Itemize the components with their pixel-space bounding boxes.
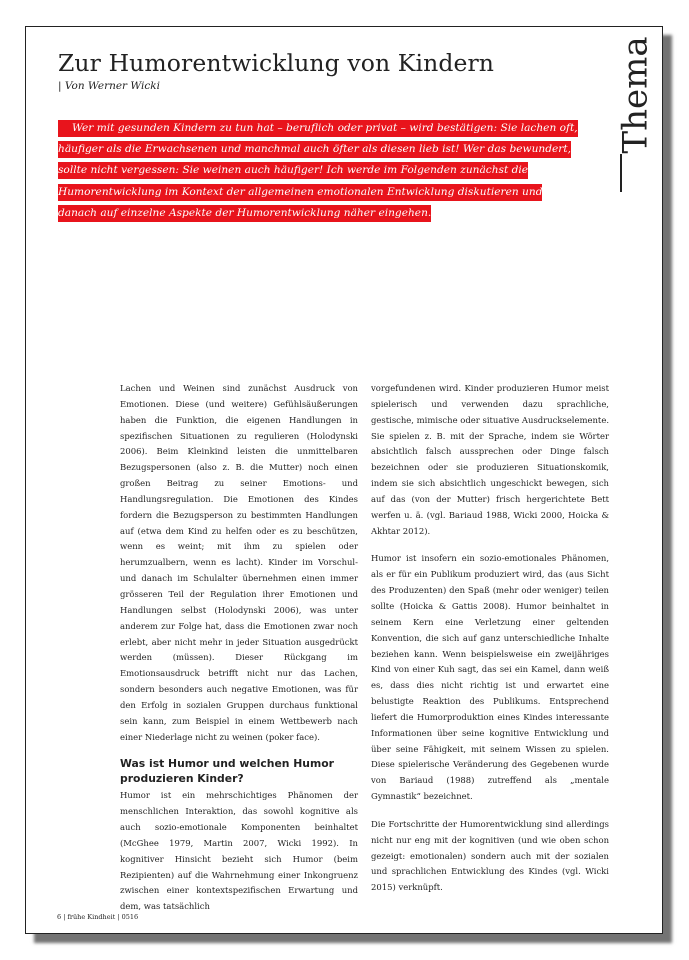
page-footer: 6 | frühe Kindheit | 0516 — [57, 913, 139, 921]
article-author: | Von Werner Wicki — [58, 80, 160, 92]
lead-highlight — [58, 120, 578, 222]
section-label-bar — [620, 154, 622, 192]
article-lead — [58, 118, 578, 224]
section-label — [612, 36, 656, 189]
body-column-left — [120, 381, 358, 915]
body-column-right — [371, 381, 609, 896]
lead-text: Wer mit gesunden Kindern zu tun hat – beruflich oder privat – wird bestätigen: Sie lachen oft, häufiger als die Erwachsenen und manchmal auch öfter als diesen lieb ist! Wer das bewundert, sollte nicht vergessen: Sie weinen auch häufiger! Ich werde im Folgenden zunächst die Humorentwicklung im Kontext der allgemeinen emotionalen Entwicklung diskutieren und danach auf einzelne Aspekte der Humorentwicklung näher eingehen. — [58, 122, 578, 219]
paragraph: Die Fortschritte der Humorentwicklung sind allerdings nicht nur eng mit der kognitiven (und wie oben schon gezeigt: emotionalen) sondern auch mit der sozialen und sprachlichen Entwicklung des Kindes (vgl. Wicki 2015) verknüpft. — [371, 818, 609, 893]
article-title: Zur Humorentwicklung von Kindern — [58, 49, 495, 77]
paragraph: Humor ist ein mehrschichtiges Phänomen der menschlichen Interaktion, das sowohl kognitive als auch sozio-emotionale Komponenten beinhaltet (McGhee 1979, Martin 2007, Wicki 1992). In kognitiver Hinsicht bezieht sich Humor (beim Rezipienten) auf die Wahrnehmung einer Inkongruenz zwischen einer kontextspezifischen Erwartung und dem, was tatsächlich — [120, 790, 358, 912]
paragraph: Lachen und Weinen sind zunächst Ausdruck von Emotionen. Diese (und weitere) Gefühlsäußerungen haben die Funktion, die eigenen Handlungen in spezifischen Situationen zu regulieren (Holodynski 2006). Beim Kleinkind leisten die unmittelbaren Bezugspersonen (also z. B. die Mutter) noch einen großen Beitrag zu seiner Emotions- und Handlungsregulation. Die Emotionen des Kindes fordern die Bezugsperson zu bestimmten Handlungen auf (etwa dem Kind zu helfen oder es zu beschützen, wenn es weint; mit ihm zu spielen oder herumzualbern, wenn es lacht). Kinder im Vorschul- und danach im Schulalter übernehmen einen immer grösseren Teil der Regulation ihrer Emotionen und Handlungen selbst (Holodynski 2006), was unter anderem zur Folge hat, dass die Emotionen zwar noch erlebt, aber nicht mehr in jeder Situation ausgedrückt werden (müssen). Dieser Rückgang im Emotionsausdruck betrifft nicht nur das Lachen, sondern besonders auch negative Emotionen, was für den Erfolg in sozialen Gruppen durchaus funktional sein kann, zum Beispiel in einem Wettbewerb nach einer Niederlage nicht zu weinen (poker face). — [120, 383, 358, 742]
section-label-text-wrap — [616, 36, 656, 154]
paragraph: Humor ist insofern ein sozio-emotionales Phänomen, als er für ein Publikum produziert wird, das (aus Sicht des Produzenten) den Spaß (mehr oder weniger) teilen sollte (Hoicka & Gattis 2008). Humor beinhaltet in seinem Kern eine Verletzung einer geltenden Konvention, die sich auf ganz unterschiedliche Inhalte beziehen kann. Wenn beispielsweise ein zweijähriges Kind von einer Kuh sagt, das sei ein Kamel, dann weiß es, dass dies nicht richtig ist und erwartet eine belustigte Reaktion des Publikums. Entsprechend liefert die Humorproduktion eines Kindes interessante Informationen über seine kognitive Entwicklung und über seine Fähigkeit, mit seinem Wissen zu spielen. Diese spielerische Veränderung des Gegebenen wurde von Bariaud (1988) zutreffend als „mentale Gymnastik“ bezeichnet. — [371, 553, 609, 802]
section-heading: Was ist Humor und welchen Humor produzieren Kinder? — [120, 757, 334, 785]
section-label-text: Thema — [616, 36, 656, 154]
paragraph: vorgefundenen wird. Kinder produzieren Humor meist spielerisch und verwenden dazu sprachliche, gestische, mimische oder situative Ausdruckselemente. Sie spielen z. B. mit der Sprache, indem sie Wörter absichtlich falsch aussprechen oder Dinge falsch bezeichnen oder sie produzieren Situationskomik, indem sie sich absichtlich ungeschickt bewegen, sich auf das (von der Mutter) frisch hergerichtete Bett werfen u. ä. (vgl. Bariaud 1988, Wicki 2000, Hoicka & Akhtar 2012). — [371, 383, 609, 536]
magazine-page — [25, 26, 663, 934]
